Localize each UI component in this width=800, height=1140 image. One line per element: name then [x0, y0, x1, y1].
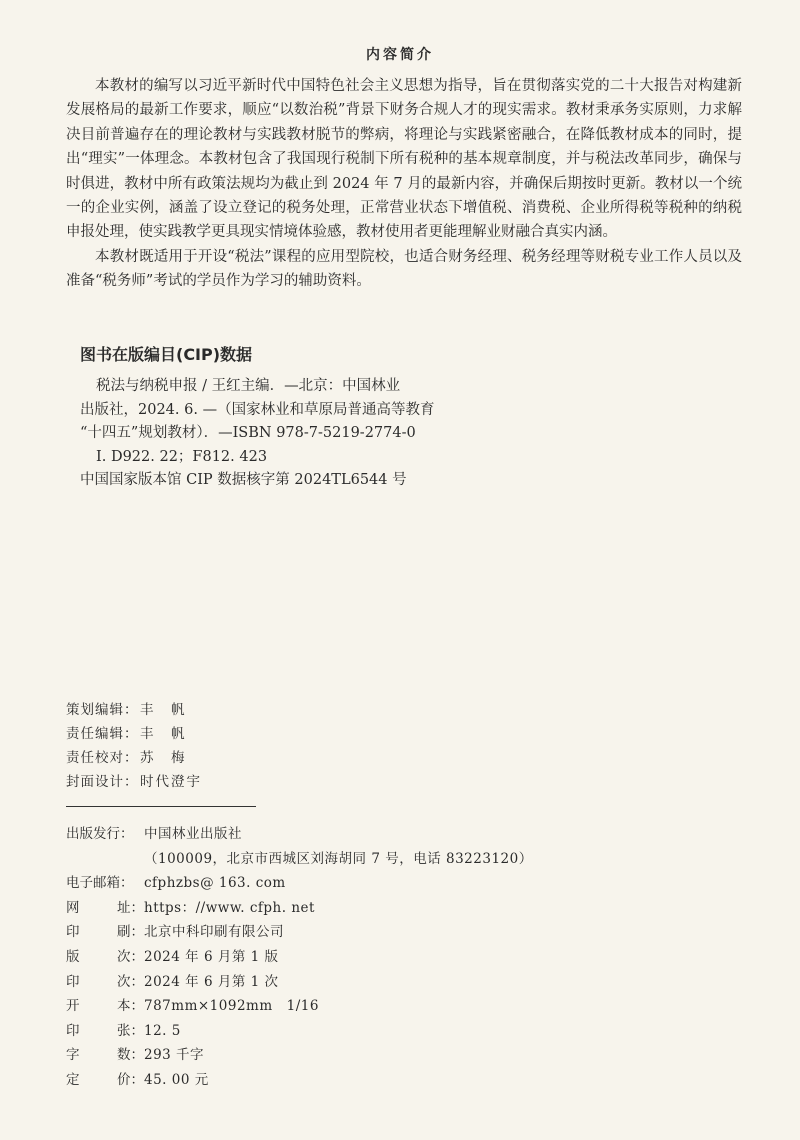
editor-label: 责任编辑：: [66, 726, 139, 742]
divider: [66, 806, 256, 807]
web-row: [66, 896, 533, 921]
intro-text: [66, 74, 742, 294]
email-value: cfphzbs@ 163. com: [144, 875, 286, 892]
price-value: 45. 00 元: [144, 1071, 209, 1088]
format-row: [66, 994, 533, 1019]
edition-value: 2024 年 6 月第 1 版: [144, 948, 279, 965]
publisher-label: 出版发行：: [66, 826, 134, 842]
printer-label: 印 刷：: [66, 924, 144, 941]
email-row: [66, 871, 533, 896]
publication-info: [66, 822, 533, 1093]
printing-value: 2024 年 6 月第 1 次: [144, 973, 279, 990]
intro-paragraph-1: 本教材的编写以习近平新时代中国特色社会主义思想为指导，旨在贯彻落实党的二十大报告对构建新发展格局的最新工作要求，顺应“以数治税”背景下财务合规人才的现实需求。教材秉承务实原则，力求解决目前普遍存在的理论教材与实践教材脱节的弊病，将理论与实践紧密融合，在降低教材成本的同时，提出“理实”一体理念。本教材包含了我国现行税制下所有税种的基本规章制度，并与税法改革同步，确保与时俱进，教材中所有政策法规均为截止到 2024 年 7 月的最新内容，并确保后期按时更新。教材以一个统一的企业实例，涵盖了设立登记的税务处理，正常营业状态下增值税、消费税、企业所得税等税种的纳税申报处理，使实践教学更具现实情境体验感，教材使用者更能理解业财融合真实内涵。: [66, 78, 742, 241]
cip-line: 中国国家版本馆 CIP 数据核字第 2024TL6544 号: [80, 472, 407, 488]
editor-value: 苏 梅: [140, 750, 187, 766]
cip-line: 税法与纳税申报 / 王红主编．—北京：中国林业: [96, 378, 401, 394]
words-row: [66, 1043, 533, 1068]
editor-value: 丰 帆: [140, 702, 187, 718]
sheets-row: [66, 1019, 533, 1044]
price-row: [66, 1068, 533, 1093]
address-value: （100009，北京市西城区刘海胡同 7 号，电话 83223120）: [144, 850, 533, 867]
email-label: 电子邮箱：: [66, 875, 134, 892]
editor-row: [66, 722, 202, 746]
editor-label: 封面设计：: [66, 774, 139, 790]
section-title: 内容简介: [366, 47, 434, 63]
sheets-label: 印 张：: [66, 1022, 144, 1039]
cip-block: [80, 342, 500, 493]
editor-row: [66, 770, 202, 794]
address-row: [66, 847, 533, 872]
editor-label: 责任校对：: [66, 750, 139, 766]
editor-row: [66, 698, 202, 722]
printing-row: [66, 970, 533, 995]
printer-row: [66, 920, 533, 945]
cip-line: “十四五”规划教材）．—ISBN 978-7-5219-2774-0: [80, 425, 416, 441]
cip-title: 图书在版编目(CIP)数据: [80, 345, 253, 364]
sheets-value: 12. 5: [144, 1022, 181, 1039]
web-value: https：//www. cfph. net: [144, 899, 315, 916]
editor-value: 时代澄宇: [140, 774, 202, 790]
edition-row: [66, 945, 533, 970]
intro-paragraph-2: 本教材既适用于开设“税法”课程的应用型院校，也适合财务经理、税务经理等财税专业工作人员以及准备“税务师”考试的学员作为学习的辅助资料。: [66, 248, 742, 290]
price-label: 定 价：: [66, 1071, 144, 1088]
web-label: 网 址：: [66, 899, 144, 916]
format-value: 787mm×1092mm 1/16: [144, 998, 319, 1015]
printer-value: 北京中科印刷有限公司: [144, 924, 284, 941]
cip-line: Ⅰ. D922. 22；F812. 423: [96, 448, 268, 465]
printing-label: 印 次：: [66, 973, 144, 990]
editor-value: 丰 帆: [140, 726, 187, 742]
editors-list: [66, 698, 202, 794]
publisher-row: [66, 822, 533, 847]
editor-row: [66, 746, 202, 770]
cip-line: 出版社，2024. 6. —（国家林业和草原局普通高等教育: [80, 401, 435, 418]
format-label: 开 本：: [66, 998, 144, 1015]
editor-label: 策划编辑：: [66, 702, 139, 718]
words-label: 字 数：: [66, 1047, 144, 1064]
words-value: 293 千字: [144, 1047, 205, 1064]
edition-label: 版 次：: [66, 948, 144, 965]
publisher-value: 中国林业出版社: [144, 826, 242, 842]
